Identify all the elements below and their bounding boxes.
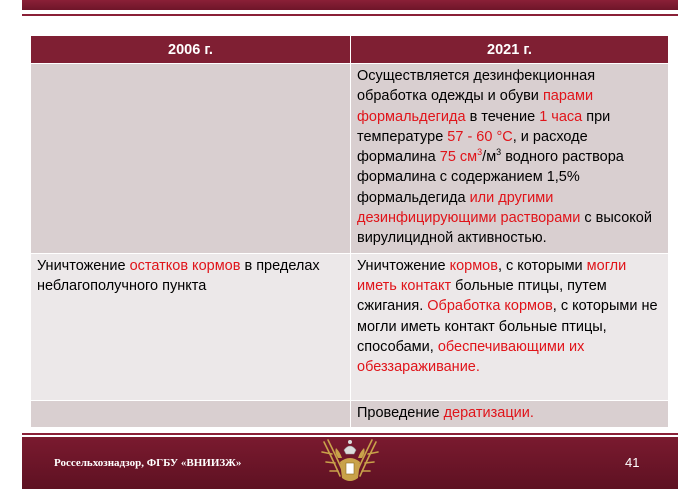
cell-text: Проведение <box>357 404 444 421</box>
cell-text: Осуществляется дезинфекционная обработка одежды и обуви <box>357 68 596 105</box>
highlighted-text: кормов <box>449 257 498 274</box>
top-divider <box>22 14 678 16</box>
cell-text: при температуре <box>357 108 611 145</box>
table-header-row <box>31 36 669 64</box>
cell-text: 3 <box>496 147 502 158</box>
table-row <box>31 64 669 254</box>
page-number: 41 <box>625 455 640 470</box>
cell-text: в пределах неблагополучного пункта <box>37 257 320 294</box>
double-headed-eagle-emblem-icon <box>318 432 382 488</box>
cell-text: , с которыми <box>497 257 587 274</box>
cell-2006 <box>31 64 351 254</box>
cell-2006 <box>31 400 351 427</box>
cell-text: Уничтожение <box>37 257 130 274</box>
cell-text: , и расходе формалина <box>357 128 588 166</box>
highlighted-text: 3 <box>477 147 483 158</box>
table-row <box>31 400 669 427</box>
highlighted-text: обеспечивающими их обеззараживание. <box>357 338 585 376</box>
highlighted-text: парами формальдегида <box>357 88 594 125</box>
highlighted-text: 1 часа <box>539 108 583 125</box>
cell-2021 <box>351 253 669 400</box>
highlighted-text: дератизации. <box>443 404 534 421</box>
highlighted-text: или другими дезинфицирующими растворами <box>357 189 581 227</box>
header-2006: 2006 г. <box>31 36 351 64</box>
cell-text: , с которыми не могли иметь контакт больные птицы, способами, <box>357 298 658 355</box>
cell-2021 <box>351 64 669 254</box>
highlighted-text: 75 см <box>439 149 478 166</box>
cell-text: больные птицы, путем сжигания. <box>357 277 607 315</box>
cell-text: Уничтожение <box>357 257 450 274</box>
top-bar <box>22 0 678 10</box>
cell-text: в течение <box>465 108 540 125</box>
highlighted-text: Обработка кормов <box>427 298 553 315</box>
cell-2021 <box>351 400 669 427</box>
cell-text: водного раствора формалина с содержанием 1,5% формальдегида <box>357 149 624 206</box>
cell-text: /м <box>482 149 497 166</box>
comparison-table <box>30 35 669 428</box>
organization-name: Россельхознадзор, ФГБУ «ВНИИЗЖ» <box>54 457 242 469</box>
highlighted-text: могли иметь контакт <box>357 257 627 294</box>
header-2021: 2021 г. <box>351 36 669 64</box>
highlighted-text: 57 - 60 °С <box>447 128 513 145</box>
cell-text: с высокой вирулицидной активностью. <box>357 210 652 247</box>
cell-2006 <box>31 253 351 400</box>
table-row <box>31 253 669 400</box>
footer-bar <box>22 437 678 489</box>
highlighted-text: остатков кормов <box>129 257 241 274</box>
